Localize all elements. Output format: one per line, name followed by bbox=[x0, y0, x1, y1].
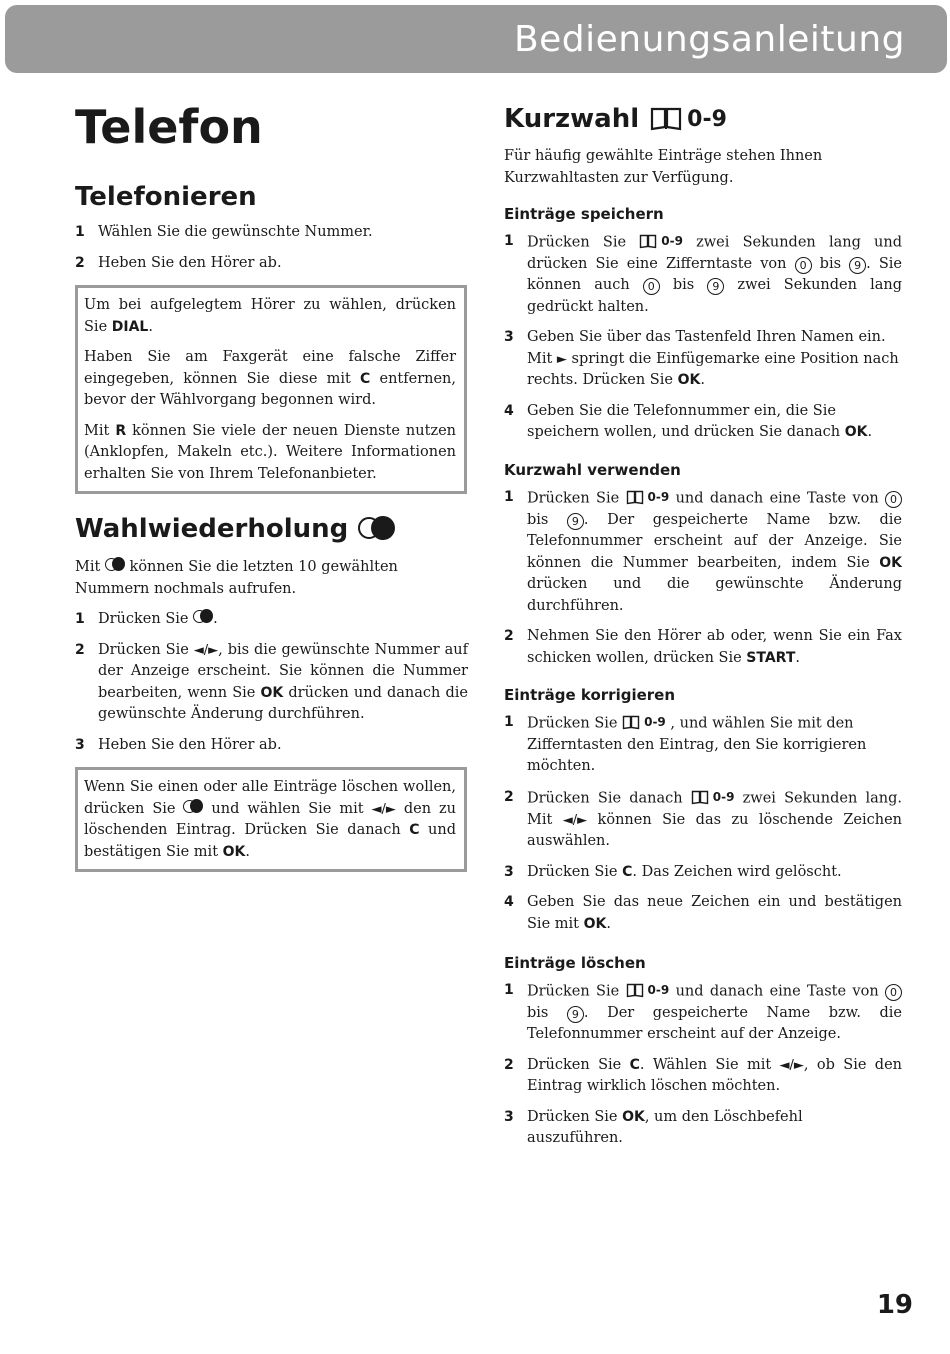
step-number: 1 bbox=[504, 488, 514, 505]
list-item bbox=[504, 712, 902, 778]
list-item bbox=[75, 735, 468, 757]
r-key: R bbox=[115, 422, 127, 439]
range-label: 0-9 bbox=[644, 715, 666, 729]
step-text: Drücken Sie bbox=[527, 983, 626, 1000]
page-title: Telefon bbox=[75, 100, 263, 154]
step-text: . bbox=[795, 649, 800, 666]
note-text: können Sie viele der neuen Dienste nutzen (Anklopfen, Makeln etc.). Weitere Informationen erhalten Sie von Ihrem Telefonanbieter. bbox=[84, 422, 456, 482]
step-number: 1 bbox=[504, 714, 514, 730]
digit-key-icon: 9 bbox=[707, 278, 724, 295]
list-item bbox=[504, 327, 902, 392]
step-number: 1 bbox=[75, 611, 85, 627]
list-item bbox=[504, 626, 902, 669]
kurzwahl-intro: Für häufig gewählte Einträge stehen Ihnen Kurzwahltasten zur Verfügung. bbox=[504, 148, 823, 186]
note-text: Haben Sie am Faxgerät eine falsche Ziffer eingegeben, können Sie diese mit bbox=[84, 349, 456, 387]
step-number: 2 bbox=[75, 641, 85, 658]
step-text: . Das Zeichen wird gelöscht. bbox=[632, 863, 842, 880]
ok-key: OK bbox=[222, 843, 246, 860]
step-text: . Sie können auch bbox=[527, 255, 902, 294]
intro-paragraph bbox=[75, 557, 468, 600]
step-text: Drücken Sie bbox=[98, 641, 194, 658]
redial-icon bbox=[358, 516, 398, 542]
page-header bbox=[5, 5, 947, 73]
phonebook-icon bbox=[639, 231, 683, 253]
step-text: drücken und danach die gewünschte Änderung durchführen. bbox=[98, 684, 468, 722]
list-item bbox=[504, 862, 902, 884]
step-text: . bbox=[213, 611, 218, 627]
step-number: 1 bbox=[75, 224, 85, 240]
header-title: Bedienungsanleitung bbox=[513, 19, 905, 60]
note-text: den zu löschenden Eintrag. Drücken Sie danach bbox=[84, 800, 457, 838]
step-text: Geben Sie über das Tastenfeld Ihren Namen ein. Mit bbox=[527, 329, 886, 367]
wahlwiederholung-heading-text: Wahlwiederholung bbox=[75, 514, 349, 544]
step-text: zwei Sekunden lang und drücken Sie eine Zifferntaste von bbox=[527, 234, 902, 272]
ok-key: OK bbox=[879, 554, 902, 571]
list-item bbox=[504, 401, 902, 444]
step-text: können Sie das zu löschende Zeichen auswählen. bbox=[527, 811, 903, 849]
note-paragraph bbox=[84, 295, 456, 338]
note-paragraph bbox=[84, 777, 456, 863]
phonebook-icon bbox=[626, 980, 670, 1002]
ok-key: OK bbox=[583, 915, 607, 932]
step-text: . bbox=[867, 424, 873, 441]
note-text: . bbox=[148, 318, 153, 335]
step-text: Geben Sie die Telefonnummer ein, die Sie speichern wollen, und drücken Sie danach bbox=[527, 402, 845, 441]
right-arrow-icon: ► bbox=[556, 351, 567, 367]
c-key: C bbox=[622, 863, 633, 880]
list-item bbox=[504, 487, 902, 617]
step-text: bis bbox=[659, 277, 708, 294]
range-label: 0-9 bbox=[661, 234, 683, 248]
list-item bbox=[75, 640, 468, 726]
arrow-keys-icon: ◄/► bbox=[779, 1057, 804, 1073]
step-text: Drücken Sie bbox=[527, 1108, 623, 1125]
ok-key: OK bbox=[677, 372, 701, 389]
step-text: bis bbox=[527, 1004, 567, 1021]
note-text: und wählen Sie mit bbox=[203, 800, 372, 817]
step-text: drücken und die gewünschte Änderung durchführen. bbox=[527, 576, 902, 614]
step-text: Heben Sie den Hörer ab. bbox=[98, 254, 282, 271]
list-item bbox=[504, 1055, 902, 1098]
step-text: Drücken Sie danach bbox=[527, 790, 691, 806]
telefonieren-steps bbox=[75, 222, 468, 274]
step-number: 1 bbox=[504, 982, 514, 998]
step-text: Drücken Sie bbox=[527, 490, 626, 506]
step-number: 2 bbox=[504, 628, 514, 644]
step-text: bis bbox=[527, 511, 567, 528]
step-number: 3 bbox=[504, 329, 514, 346]
wahlwiederholung-heading bbox=[75, 514, 398, 544]
ok-key: OK bbox=[260, 684, 284, 701]
step-text: Drücken Sie bbox=[527, 1056, 630, 1073]
c-key: C bbox=[629, 1056, 640, 1073]
phonebook-icon bbox=[649, 106, 727, 132]
c-key: C bbox=[409, 822, 420, 838]
note-text: und bestätigen Sie mit bbox=[84, 822, 456, 860]
step-text: . Der gespeicherte Name bzw. die Telefonnummer erscheint auf der Anzeige. bbox=[527, 1004, 902, 1043]
digit-key-icon: 9 bbox=[567, 513, 584, 530]
step-text: Drücken Sie bbox=[527, 715, 623, 732]
step-text: und danach eine Taste von bbox=[669, 983, 886, 1000]
korrigieren-heading: Einträge korrigieren bbox=[504, 686, 676, 704]
step-text: und danach eine Taste von bbox=[669, 490, 886, 506]
step-number: 2 bbox=[75, 254, 85, 271]
note-paragraph bbox=[84, 421, 456, 486]
kurzwahl-heading bbox=[504, 104, 727, 134]
step-text: , ob Sie den Eintrag wirklich löschen möchten. bbox=[527, 1056, 902, 1095]
step-number: 2 bbox=[504, 788, 514, 805]
page-number: 19 bbox=[876, 1290, 913, 1320]
dial-key: DIAL bbox=[111, 318, 149, 335]
step-number: 2 bbox=[504, 1056, 514, 1073]
note-text: entfernen, bevor der Wählvorgang begonnen wird. bbox=[84, 370, 456, 408]
step-text: Drücken Sie bbox=[527, 863, 623, 880]
phonebook-icon bbox=[691, 787, 735, 809]
step-text: Drücken Sie bbox=[527, 234, 640, 251]
note-text: Um bei aufgelegtem Hörer zu wählen, drücken Sie bbox=[84, 297, 456, 335]
step-text: Wählen Sie die gewünschte Nummer. bbox=[98, 224, 373, 240]
step-text: , um den Löschbefehl auszuführen. bbox=[527, 1108, 803, 1147]
step-number: 1 bbox=[504, 233, 514, 249]
step-text: , und wählen Sie mit den Zifferntasten den Eintrag, den Sie korrigieren möchten. bbox=[527, 715, 867, 775]
step-text: zwei Sekunden lang gedrückt halten. bbox=[527, 277, 902, 315]
step-text: . Der gespeicherte Name bzw. die Telefonnummer erscheint auf der Anzeige. Sie können die Nummer bearbeiten, indem Sie bbox=[527, 511, 902, 571]
step-text: Geben Sie das neue Zeichen ein und bestätigen Sie mit bbox=[527, 894, 902, 932]
step-number: 4 bbox=[504, 894, 514, 910]
step-text: Nehmen Sie den Hörer ab oder, wenn Sie ein Fax schicken wollen, drücken Sie bbox=[527, 628, 902, 666]
list-item bbox=[75, 609, 468, 631]
digit-key-icon: 0 bbox=[885, 491, 902, 508]
digit-key-icon: 0 bbox=[795, 257, 812, 274]
arrow-keys-icon: ◄/► bbox=[371, 801, 396, 817]
step-text: bis bbox=[811, 255, 850, 272]
list-item bbox=[75, 222, 468, 244]
phonebook-icon bbox=[622, 712, 666, 734]
step-number: 3 bbox=[504, 863, 514, 880]
intro-text: Mit bbox=[75, 559, 105, 575]
step-text: . bbox=[606, 915, 611, 932]
ok-key: OK bbox=[622, 1108, 645, 1125]
ok-key: OK bbox=[844, 424, 868, 441]
digit-key-icon: 0 bbox=[643, 278, 660, 295]
step-text: Heben Sie den Hörer ab. bbox=[98, 736, 282, 753]
step-text: zwei Sekunden lang. Mit bbox=[527, 790, 902, 828]
telefonieren-note-box bbox=[75, 285, 467, 494]
redial-icon bbox=[105, 557, 125, 573]
redial-icon bbox=[193, 609, 213, 625]
step-number: 4 bbox=[504, 402, 514, 419]
list-item bbox=[504, 980, 902, 1046]
arrow-keys-icon: ◄/► bbox=[562, 812, 588, 828]
step-text: , bis die gewünschte Nummer auf der Anzeige erscheint. Sie können die Nummer bearbeiten, wenn Sie bbox=[98, 641, 469, 701]
step-text: . bbox=[700, 372, 705, 389]
range-label: 0-9 bbox=[712, 789, 735, 804]
note-paragraph bbox=[84, 347, 456, 412]
kurzwahl-heading-text: Kurzwahl bbox=[504, 104, 640, 134]
verwenden-heading: Kurzwahl verwenden bbox=[504, 460, 681, 479]
step-text: . Wählen Sie mit bbox=[639, 1056, 780, 1073]
range-label: 0-9 bbox=[647, 489, 670, 504]
c-key: C bbox=[360, 370, 371, 387]
step-text: Drücken Sie bbox=[98, 611, 194, 627]
list-item bbox=[504, 892, 902, 935]
wahlwiederholung-note-box bbox=[75, 767, 467, 872]
note-text: Mit bbox=[84, 422, 116, 439]
phonebook-icon bbox=[626, 487, 670, 509]
loeschen-heading: Einträge löschen bbox=[504, 954, 646, 972]
kurzwahl-body bbox=[504, 146, 902, 1150]
digit-key-icon: 9 bbox=[567, 1006, 584, 1023]
speichern-heading: Einträge speichern bbox=[504, 205, 664, 223]
telefonieren-heading-text: Telefonieren bbox=[75, 182, 257, 212]
start-key: START bbox=[746, 649, 796, 666]
digit-key-icon: 9 bbox=[849, 257, 866, 274]
digit-key-icon: 0 bbox=[885, 984, 902, 1001]
kurzwahl-range: 0-9 bbox=[687, 106, 727, 132]
list-item bbox=[504, 787, 902, 853]
wahlwiederholung-body bbox=[75, 557, 468, 756]
redial-icon bbox=[183, 799, 203, 815]
range-label: 0-9 bbox=[647, 983, 670, 997]
note-text: Wenn Sie einen oder alle Einträge löschen wollen, drücken Sie bbox=[84, 779, 456, 817]
list-item bbox=[504, 1107, 902, 1150]
step-text: springt die Einfügemarke eine Position nach rechts. Drücken Sie bbox=[527, 350, 899, 389]
note-text: . bbox=[245, 843, 250, 860]
list-item bbox=[504, 231, 902, 318]
intro-text: können Sie die letzten 10 gewählten Nummern nochmals aufrufen. bbox=[75, 559, 398, 597]
step-number: 3 bbox=[75, 736, 85, 753]
step-number: 3 bbox=[504, 1108, 514, 1125]
list-item bbox=[75, 253, 468, 275]
arrow-keys-icon: ◄/► bbox=[193, 642, 219, 658]
telefonieren-heading bbox=[75, 182, 257, 212]
